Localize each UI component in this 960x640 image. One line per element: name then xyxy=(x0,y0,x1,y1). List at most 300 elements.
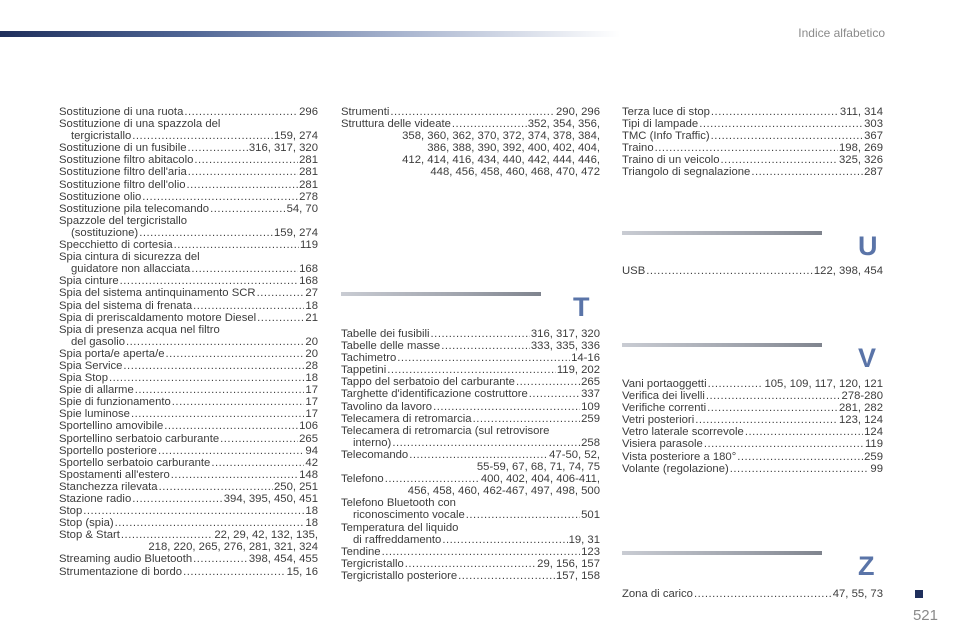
index-entry-term: guidatore non allacciata xyxy=(71,263,191,276)
index-entry-line xyxy=(622,451,883,463)
dot-leader xyxy=(466,509,580,521)
index-entry-pages: 412, 414, 416, 434, 440, 442, 444, 446, xyxy=(402,154,600,167)
dot-leader xyxy=(655,142,838,154)
index-entry-pages: 105, 109, 117, 120, 121 xyxy=(764,378,883,390)
index-entry-term: Triangolo di segnalazione xyxy=(622,166,751,179)
dot-leader xyxy=(382,546,581,558)
section-letter-z: Z xyxy=(858,551,875,581)
section-divider xyxy=(622,231,822,235)
index-entry-pages: 386, 388, 390, 392, 400, 402, 404, xyxy=(427,142,600,155)
index-entry xyxy=(622,426,883,438)
index-entry-pages: 22, 29, 42, 132, 135, xyxy=(214,529,318,542)
index-entry-line xyxy=(622,463,883,475)
index-entry xyxy=(341,449,600,473)
dot-leader xyxy=(529,388,580,400)
index-entry-term: Tabelle dei fusibili xyxy=(341,328,430,340)
index-entry-line xyxy=(622,106,883,118)
dot-leader xyxy=(711,106,839,118)
index-entry xyxy=(59,505,318,517)
index-entry-line xyxy=(341,401,600,413)
index-entry-term: Telecamera di retromarcia xyxy=(341,412,472,425)
index-entry xyxy=(59,372,318,384)
index-entry-pages: 47-50, 52, xyxy=(549,448,600,461)
index-entry-line xyxy=(59,360,318,372)
dot-leader xyxy=(187,142,247,154)
dot-leader xyxy=(646,265,813,277)
index-entry-pages: 19, 31 xyxy=(568,533,600,546)
index-entry-line xyxy=(622,588,883,600)
index-entry xyxy=(59,384,318,396)
index-entry-term: Temperatura del liquido xyxy=(341,521,459,534)
index-entry xyxy=(59,324,318,348)
index-entry-pages: 311, 314 xyxy=(839,106,883,118)
index-entry-term: Telecamera di retromarcia (sul retrovisore xyxy=(341,424,550,437)
index-entry-pages: 259 xyxy=(581,412,600,425)
index-entry-term: di raffreddamento xyxy=(353,533,442,546)
index-entry-pages: 123, 124 xyxy=(839,414,883,427)
index-entry xyxy=(622,106,883,118)
index-entry xyxy=(622,378,883,390)
index-entry-term: Strumenti xyxy=(341,106,390,118)
index-entry-line xyxy=(59,529,318,541)
index-entry-pages: 106 xyxy=(299,420,318,433)
index-entry-term: USB xyxy=(622,265,646,277)
index-entry-line xyxy=(341,546,600,558)
index-column-2-top xyxy=(341,106,600,179)
index-entry-line xyxy=(341,570,600,582)
dot-leader xyxy=(704,438,864,450)
index-entry-pages: 281 xyxy=(299,154,318,167)
dot-leader xyxy=(139,227,273,239)
index-entry-pages: 18 xyxy=(305,517,318,530)
index-entry-term: Vetri posteriori xyxy=(622,414,695,427)
dot-leader xyxy=(184,106,298,118)
index-entry-line xyxy=(59,505,318,517)
section-divider xyxy=(622,343,822,347)
dot-leader xyxy=(121,529,213,541)
index-entry-line xyxy=(622,130,883,142)
index-entry-line xyxy=(622,265,883,277)
index-entry-term: Zona di carico xyxy=(622,588,693,600)
index-entry xyxy=(59,142,318,154)
index-entry-line xyxy=(59,433,318,445)
index-entry-line xyxy=(59,191,318,203)
index-entry xyxy=(341,376,600,388)
index-entry-pages: 99 xyxy=(870,462,883,475)
index-entry-term: Sportellino amovibile xyxy=(59,420,164,433)
index-entry xyxy=(341,425,600,449)
index-entry-line xyxy=(59,445,318,457)
index-entry-term: (sostituzione) xyxy=(71,226,139,239)
index-entry-pages: 17 xyxy=(305,408,318,421)
index-entry-term: Volante (regolazione) xyxy=(622,462,729,475)
index-entry-pages: 265 xyxy=(581,376,600,389)
index-entry-pages: 168 xyxy=(299,263,318,276)
index-entry-line xyxy=(59,179,318,191)
dot-leader xyxy=(737,451,863,463)
index-entry-pages: 28 xyxy=(305,359,318,372)
dot-leader xyxy=(721,154,838,166)
index-entry xyxy=(622,390,883,402)
index-entry xyxy=(341,473,600,497)
index-entry-term: Telefono Bluetooth con xyxy=(341,497,456,510)
index-entry-pages: 501 xyxy=(581,509,600,522)
dot-leader xyxy=(131,408,304,420)
index-entry-line xyxy=(59,457,318,469)
dot-leader xyxy=(174,239,299,251)
index-entry-line xyxy=(59,239,318,251)
index-entry-pages: 27 xyxy=(305,287,318,300)
index-entry-line xyxy=(341,473,600,485)
index-entry-term: Tendine xyxy=(341,545,381,558)
index-entry-pages: 15, 16 xyxy=(286,565,318,578)
index-entry-pages: 303 xyxy=(864,118,883,131)
index-entry-line xyxy=(622,390,883,402)
index-entry-pages: 55-59, 67, 68, 71, 74, 75 xyxy=(476,461,600,474)
index-entry-pages: 18 xyxy=(305,505,318,518)
index-entry-pages: 258 xyxy=(581,436,600,449)
index-entry xyxy=(59,275,318,287)
index-entry-pages: 17 xyxy=(305,396,318,409)
index-entry-term: riconoscimento vocale xyxy=(353,509,465,522)
index-entry xyxy=(341,522,600,546)
index-entry-term: Sostituzione filtro dell'olio xyxy=(59,178,186,191)
section-header-z xyxy=(622,551,883,581)
index-entry-line xyxy=(622,166,883,178)
dot-leader xyxy=(211,457,304,469)
index-entry xyxy=(622,166,883,178)
dot-leader xyxy=(397,352,570,364)
index-entry xyxy=(59,529,318,553)
dot-leader xyxy=(193,553,248,565)
index-entry xyxy=(341,388,600,400)
index-entry-pages: 122, 398, 454 xyxy=(813,265,883,277)
dot-leader xyxy=(390,106,555,118)
page-header-title: Indice alfabetico xyxy=(798,26,885,40)
index-entry-pages: 352, 354, 356, xyxy=(527,118,600,131)
index-entry xyxy=(59,106,318,118)
dot-leader xyxy=(172,396,305,408)
dot-leader xyxy=(132,493,223,505)
index-entry-pages: 20 xyxy=(305,347,318,360)
index-entry-term: Sostituzione di una ruota xyxy=(59,106,184,118)
index-entry-term: Struttura delle videate xyxy=(341,118,451,131)
dot-leader xyxy=(191,263,298,275)
dot-leader xyxy=(115,517,305,529)
index-entry-term: Tachimetro xyxy=(341,352,397,365)
index-entry-continuation xyxy=(341,142,600,154)
index-entry-pages: 124 xyxy=(864,426,883,439)
index-entry-continuation xyxy=(341,130,600,142)
index-entry-term: Stop (spia) xyxy=(59,517,114,530)
index-entry-line xyxy=(59,142,318,154)
index-entry-term: Stazione radio xyxy=(59,493,132,505)
index-entry-line xyxy=(341,509,600,521)
index-entry-line xyxy=(341,118,600,130)
index-entry-line xyxy=(59,469,318,481)
index-entry-term: interno) xyxy=(353,436,392,449)
index-entry-term: Sostituzione olio xyxy=(59,190,142,203)
index-entry-pages: 281, 282 xyxy=(839,402,883,415)
index-entry-line xyxy=(59,553,318,565)
index-entry-line xyxy=(341,437,600,449)
section-divider xyxy=(622,551,822,555)
index-entry-pages: 265 xyxy=(299,432,318,445)
index-entry-term: Sportello posteriore xyxy=(59,444,157,457)
dot-leader xyxy=(171,469,298,481)
index-entry-line xyxy=(622,426,883,438)
index-entry-pages: 333, 335, 336 xyxy=(530,340,600,353)
index-entry xyxy=(622,142,883,154)
index-entry xyxy=(59,287,318,299)
index-entry-term: Telefono xyxy=(341,473,384,486)
index-entry xyxy=(59,239,318,251)
index-entry-term: Traino xyxy=(622,142,654,155)
index-entry-term: Vetro laterale scorrevole xyxy=(622,426,744,439)
index-entry-term: Strumentazione di bordo xyxy=(59,565,183,578)
index-entry-pages: 21 xyxy=(305,311,318,324)
index-entry xyxy=(622,463,883,475)
index-entry-term: Verifiche correnti xyxy=(622,402,707,415)
header-gradient-bar xyxy=(0,31,620,37)
index-entry-continuation xyxy=(341,154,600,166)
index-entry-term: Spazzole del tergicristallo xyxy=(59,214,188,227)
dot-leader xyxy=(83,505,304,517)
index-entry-line xyxy=(622,378,883,390)
index-entry xyxy=(59,457,318,469)
index-entry-term: Tipi di lampade xyxy=(622,118,699,131)
index-entry-line xyxy=(59,154,318,166)
index-entry xyxy=(59,420,318,432)
index-entry-term: Tappo del serbatoio del carburante xyxy=(341,376,515,389)
page-number: 521 xyxy=(912,607,938,624)
index-entry-pages: 119 xyxy=(299,239,318,252)
dot-leader xyxy=(123,360,304,372)
index-entry-pages: 278-280 xyxy=(841,390,883,403)
index-entry xyxy=(341,352,600,364)
index-entry xyxy=(341,340,600,352)
dot-leader xyxy=(452,118,527,130)
index-entry-line xyxy=(59,203,318,215)
dot-leader xyxy=(385,473,480,485)
section-letter-t: T xyxy=(573,292,590,322)
index-entry-term: Sportello serbatoio carburante xyxy=(59,456,211,469)
index-entry-pages: 14-16 xyxy=(571,352,600,365)
index-entry xyxy=(622,451,883,463)
index-entry-pages: 17 xyxy=(305,384,318,397)
index-entry-pages: 448, 456, 458, 460, 468, 470, 472 xyxy=(430,166,600,179)
dot-leader xyxy=(405,558,536,570)
index-entry-term: Visiera parasole xyxy=(622,438,703,451)
dot-leader xyxy=(751,166,863,178)
index-entry-line xyxy=(59,300,318,312)
index-entry-line xyxy=(341,376,600,388)
index-entry-line xyxy=(59,396,318,408)
index-entry xyxy=(341,106,600,118)
dot-leader xyxy=(109,372,304,384)
index-entry-pages: 148 xyxy=(299,468,318,481)
index-column-3-top xyxy=(622,106,883,179)
index-entry xyxy=(59,408,318,420)
index-entry-line xyxy=(622,402,883,414)
index-entry-term: Spia cinture xyxy=(59,275,119,288)
index-entry-pages: 119 xyxy=(864,438,883,451)
index-entry-term: Spia Stop xyxy=(59,372,108,385)
index-entry-term: Spie di allarme xyxy=(59,384,134,397)
dot-leader xyxy=(711,130,863,142)
index-entry-term: Vista posteriore a 180° xyxy=(622,450,737,463)
index-entry-term: Spia porta/e aperta/e xyxy=(59,347,165,360)
index-column-1 xyxy=(59,106,318,578)
index-entry-line xyxy=(59,408,318,420)
index-entry xyxy=(622,588,883,600)
index-entry-pages: 18 xyxy=(305,372,318,385)
dot-leader xyxy=(159,481,273,493)
index-entry-term: TMC (Info Traffic) xyxy=(622,130,710,143)
index-entry-term: Targhette d'identificazione costruttore xyxy=(341,388,528,401)
index-entry-continuation xyxy=(341,461,600,473)
index-column-2-t xyxy=(341,328,600,582)
index-entry-term: Traino di un veicolo xyxy=(622,154,720,167)
index-entry xyxy=(59,203,318,215)
index-entry xyxy=(59,191,318,203)
index-entry-pages: 398, 454, 455 xyxy=(248,553,318,566)
section-header-v xyxy=(622,343,883,373)
index-entry-term: Spie luminose xyxy=(59,408,130,421)
index-entry-pages: 94 xyxy=(305,444,318,457)
section-header-t xyxy=(341,292,600,322)
index-entry-pages: 119, 202 xyxy=(556,364,600,377)
dot-leader xyxy=(166,348,305,360)
index-entry xyxy=(59,300,318,312)
index-entry-term: Spia di preriscaldamento motore Diesel xyxy=(59,311,257,324)
dot-leader xyxy=(441,340,530,352)
dot-leader xyxy=(699,118,863,130)
index-entry-term: Stanchezza rilevata xyxy=(59,480,158,493)
index-entry-line xyxy=(59,166,318,178)
index-entry-pages: 47, 55, 73 xyxy=(832,588,883,600)
index-entry-line xyxy=(341,352,600,364)
dot-leader xyxy=(392,437,580,449)
index-entry-line xyxy=(341,328,600,340)
index-entry xyxy=(59,154,318,166)
index-entry-pages: 159, 274 xyxy=(274,130,318,143)
index-entry xyxy=(59,312,318,324)
index-entry xyxy=(341,401,600,413)
index-entry xyxy=(59,433,318,445)
index-entry xyxy=(59,215,318,239)
index-entry-term: Sportellino serbatoio carburante xyxy=(59,432,220,445)
dot-leader xyxy=(210,203,285,215)
index-entry-term: Streaming audio Bluetooth xyxy=(59,553,193,566)
index-entry xyxy=(341,118,600,178)
index-entry xyxy=(59,166,318,178)
dot-leader xyxy=(187,179,299,191)
index-entry-term: Tergicristallo xyxy=(341,557,404,570)
index-entry xyxy=(622,438,883,450)
index-entry xyxy=(341,546,600,558)
index-entry-line xyxy=(341,388,600,400)
index-entry-term: Stop & Start xyxy=(59,529,120,542)
index-entry-line xyxy=(59,517,318,529)
index-entry-pages: 159, 274 xyxy=(274,226,318,239)
index-entry-pages: 29, 156, 157 xyxy=(537,557,600,570)
dot-leader xyxy=(132,130,273,142)
index-entry xyxy=(341,364,600,376)
index-entry-term: Telecomando xyxy=(341,448,409,461)
index-column-3-u xyxy=(622,265,883,277)
index-entry-term: Specchietto di cortesia xyxy=(59,239,173,252)
index-entry-continuation xyxy=(59,541,318,553)
index-entry-term: Spia Service xyxy=(59,359,123,372)
index-entry xyxy=(622,402,883,414)
index-entry-line xyxy=(622,154,883,166)
dot-leader xyxy=(120,275,298,287)
dot-leader xyxy=(730,463,870,475)
index-entry-pages: 278 xyxy=(299,190,318,203)
section-letter-v: V xyxy=(858,343,877,373)
index-entry-line xyxy=(341,106,600,118)
dot-leader xyxy=(135,384,305,396)
index-entry-term: Spia del sistema di frenata xyxy=(59,299,193,312)
index-entry-pages: 20 xyxy=(305,335,318,348)
dot-leader xyxy=(257,287,305,299)
index-entry-line xyxy=(341,364,600,376)
index-entry-pages: 198, 269 xyxy=(839,142,883,155)
index-entry-term: del gasolio xyxy=(71,335,126,348)
index-entry-line xyxy=(622,118,883,130)
dot-leader xyxy=(387,364,556,376)
index-entry-term: Spia cintura di sicurezza del xyxy=(59,251,200,264)
index-entry-pages: 456, 458, 460, 462-467, 497, 498, 500 xyxy=(407,485,600,498)
dot-leader xyxy=(431,328,530,340)
index-entry-line xyxy=(59,481,318,493)
index-entry-term: tergicristallo xyxy=(71,130,132,143)
index-entry xyxy=(341,413,600,425)
index-entry-term: Sostituzione filtro abitacolo xyxy=(59,154,194,167)
section-letter-u: U xyxy=(858,231,878,261)
index-entry-pages: 168 xyxy=(299,275,318,288)
index-entry-line xyxy=(59,493,318,505)
index-entry-line xyxy=(59,106,318,118)
index-entry-pages: 123 xyxy=(581,545,600,558)
index-entry xyxy=(59,517,318,529)
index-entry-term: Sostituzione pila telecomando xyxy=(59,202,210,215)
index-entry xyxy=(59,566,318,578)
corner-marker xyxy=(915,590,923,598)
index-entry-line xyxy=(622,142,883,154)
index-entry xyxy=(622,154,883,166)
index-entry-line xyxy=(341,340,600,352)
index-entry-term: Terza luce di stop xyxy=(622,106,710,118)
index-entry-term: Tabelle delle masse xyxy=(341,340,441,353)
index-entry xyxy=(622,118,883,130)
index-entry-line xyxy=(59,372,318,384)
index-entry-line xyxy=(59,275,318,287)
index-entry-line xyxy=(59,130,318,142)
index-entry-term: Vani portaoggetti xyxy=(622,378,707,390)
dot-leader xyxy=(695,414,838,426)
index-entry xyxy=(622,414,883,426)
index-entry-term: Spia di presenza acqua nel filtro xyxy=(59,323,220,336)
dot-leader xyxy=(158,445,304,457)
index-entry-pages: 296 xyxy=(299,106,318,118)
dot-leader xyxy=(220,433,298,445)
index-entry-line xyxy=(622,438,883,450)
index-entry xyxy=(59,493,318,505)
index-entry-term: Tappetini xyxy=(341,364,387,377)
index-entry xyxy=(59,396,318,408)
